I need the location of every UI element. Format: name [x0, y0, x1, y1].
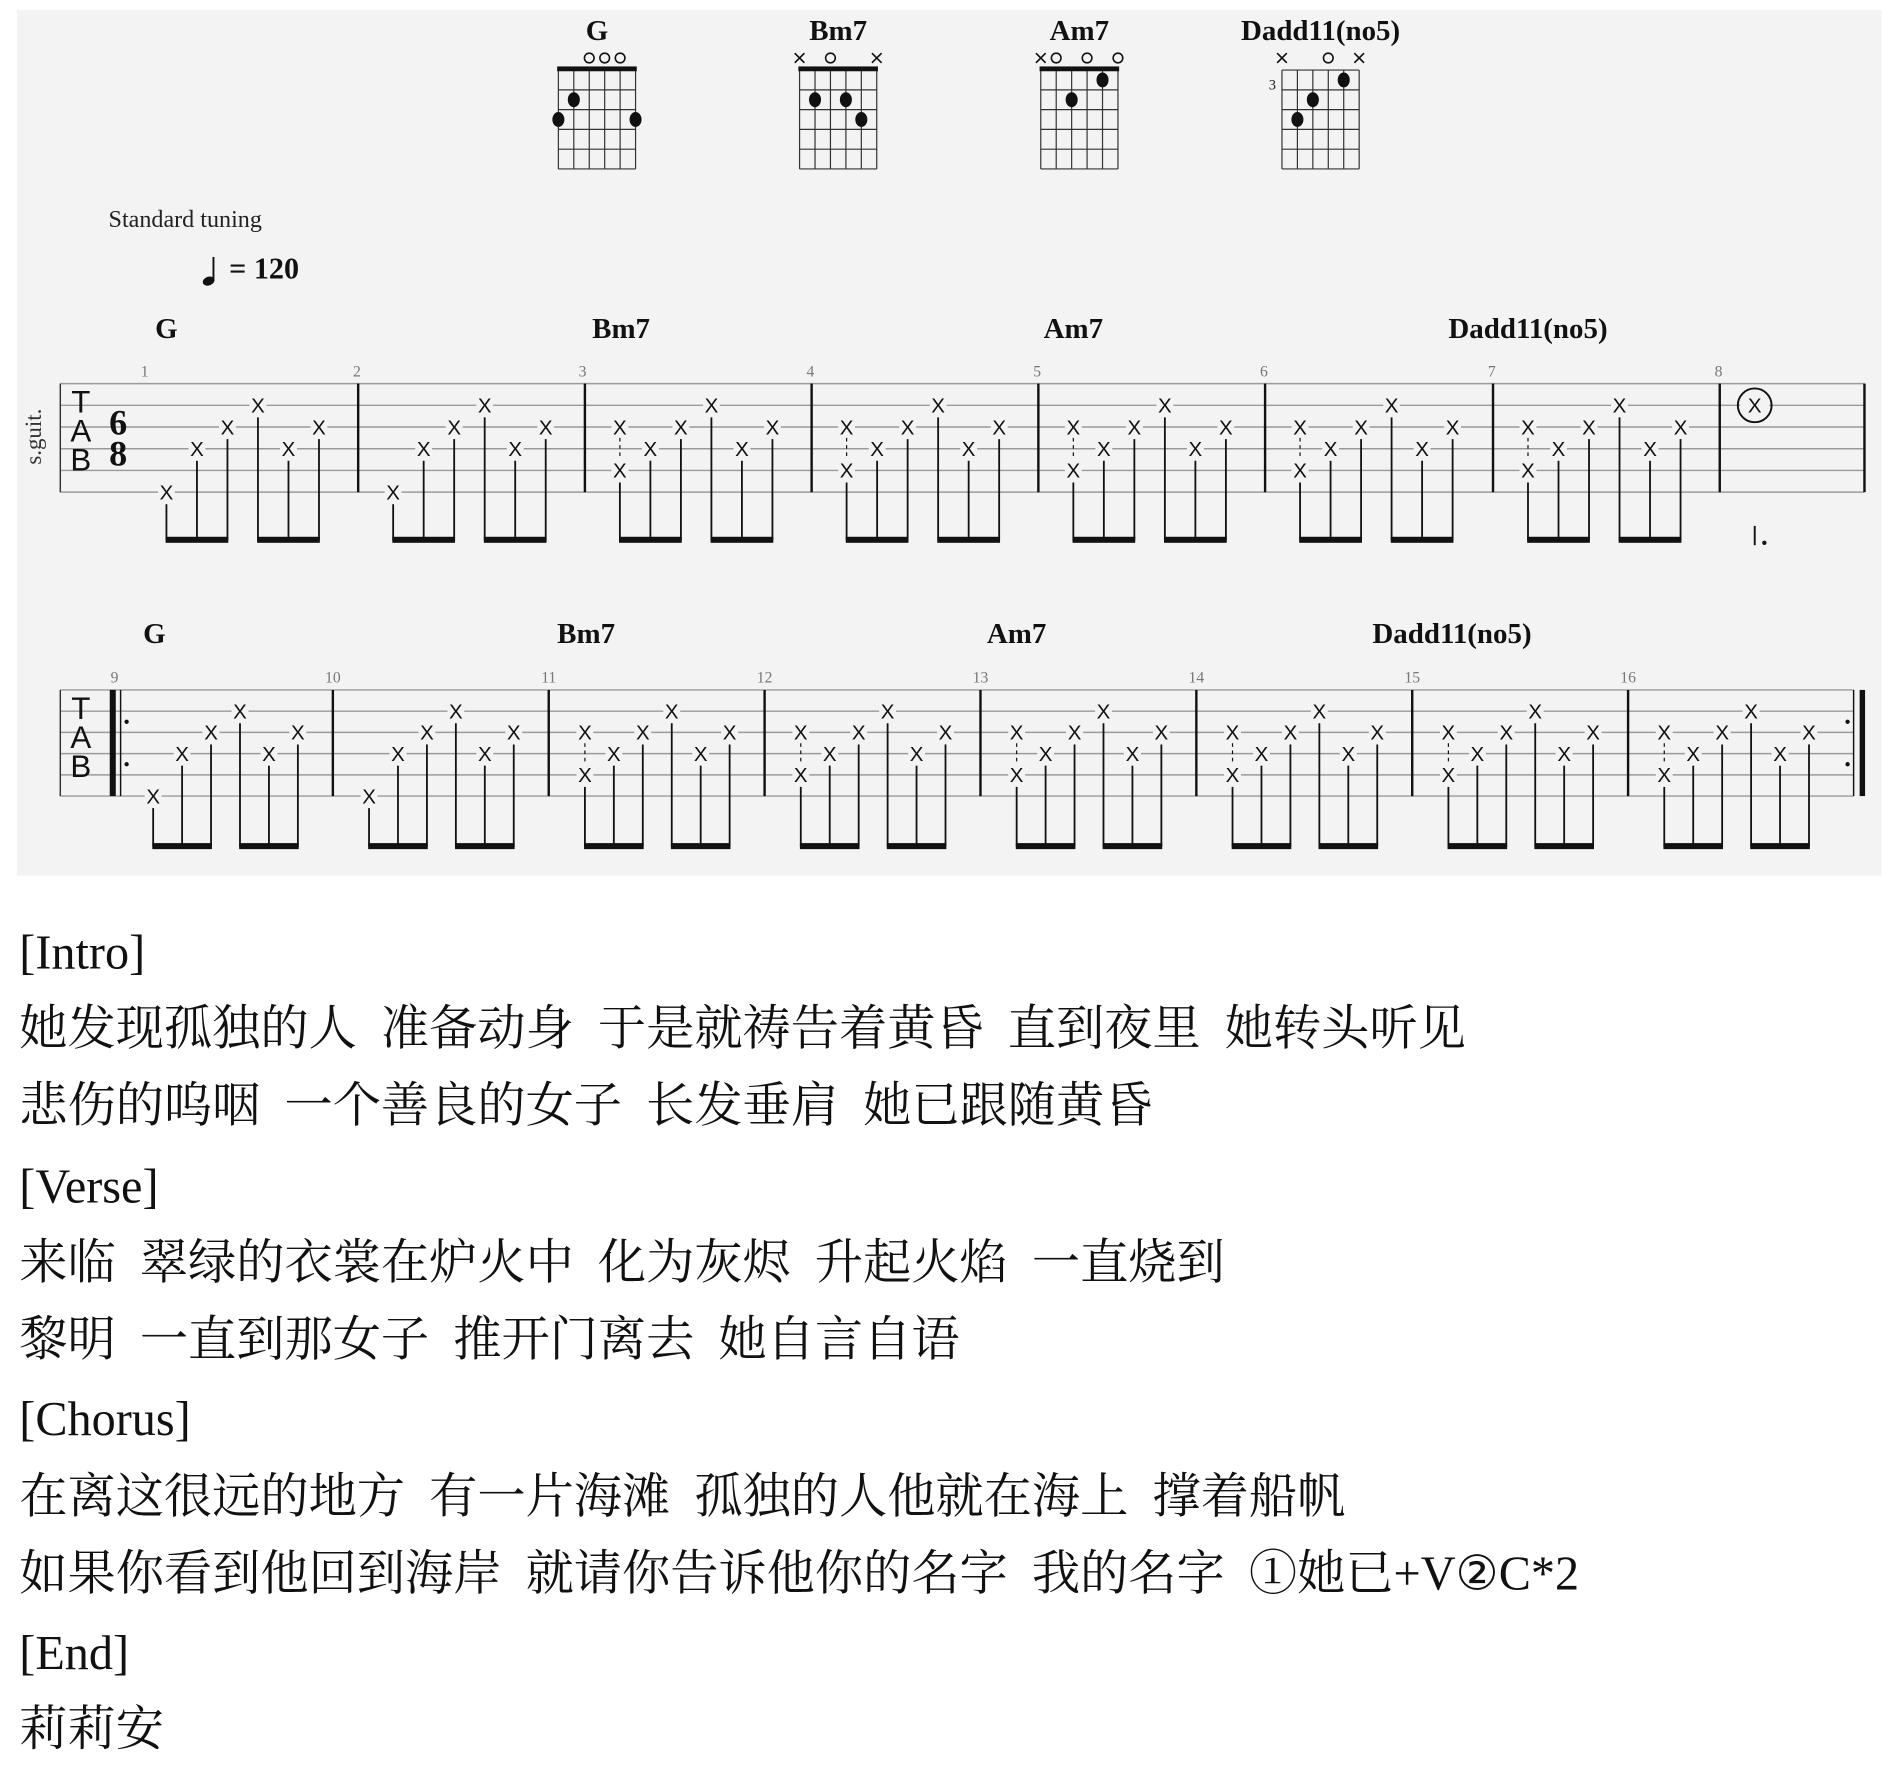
base-fret-label: 3 [1268, 77, 1276, 94]
dead-note-x: X [1441, 764, 1456, 788]
dead-note-x: X [1127, 416, 1142, 440]
dead-note-x: X [1341, 742, 1356, 766]
dead-note-x: X [1097, 437, 1111, 461]
dead-note-x: X [931, 394, 945, 418]
chord-diagram-name: Dadd11(no5) [1240, 14, 1401, 47]
dead-note-x: X [578, 721, 592, 745]
dead-note-x: X [1323, 437, 1338, 461]
nut [798, 66, 878, 71]
beam [1663, 843, 1723, 849]
tab-clef-letter: B [70, 748, 92, 784]
beam [1619, 537, 1682, 543]
tab-clef-letter: B [70, 442, 92, 478]
dead-note-x: X [1499, 721, 1514, 745]
dead-note-x: X [477, 742, 492, 766]
finger-dot [1066, 92, 1078, 107]
dead-note-x: X [578, 764, 592, 788]
dead-note-x: X [1715, 721, 1730, 745]
lyric-line: 莉莉安 [19, 1703, 164, 1757]
dead-note-x: X [251, 394, 265, 418]
repeat-dot [124, 720, 128, 724]
tab-clef-letter: T [71, 384, 91, 420]
measure-number: 12 [756, 669, 773, 687]
beam [152, 843, 212, 849]
tab-clef-letter: T [71, 690, 91, 726]
dead-note-x: X [508, 437, 523, 461]
lyrics [19, 927, 1579, 1757]
dead-note-x: X [704, 394, 719, 418]
dead-note-x: X [1293, 416, 1307, 440]
measure-number: 13 [972, 669, 989, 687]
chord-label: Dadd11(no5) [1448, 312, 1608, 345]
lyric-line: 来临 翠绿的衣裳在炉火中 化为灰烬 升起火焰 一直烧到 [19, 1236, 1225, 1290]
dead-note-x: X [1354, 416, 1368, 440]
lyric-line: 她发现孤独的人 准备动身 于是就祷告着黄昏 直到夜里 她转头听见 [19, 1002, 1466, 1056]
dead-note-x: X [1441, 721, 1456, 745]
finger-dot [1338, 72, 1350, 87]
dead-note-x: X [1066, 416, 1081, 440]
dead-note-x: X [1521, 459, 1535, 483]
beam [937, 537, 1000, 543]
beam [887, 843, 947, 849]
chord-label: Dadd11(no5) [1372, 617, 1532, 650]
chord-label: Am7 [1043, 312, 1104, 345]
beam [584, 843, 644, 849]
beam [619, 537, 682, 543]
tab-clef-letter: A [70, 719, 92, 755]
chord-diagram-name: G [585, 14, 609, 47]
dead-note: X [1747, 394, 1762, 418]
dead-note-x: X [1293, 459, 1307, 483]
dead-note-x: X [220, 416, 235, 440]
dead-note-x: X [416, 437, 431, 461]
dead-note-x: X [643, 437, 658, 461]
chord-label: Bm7 [557, 617, 616, 650]
dead-note-x: X [635, 721, 650, 745]
repeat-dot [124, 762, 128, 766]
measure-number: 3 [578, 363, 587, 381]
dead-note-x: X [1096, 700, 1111, 724]
dead-note-x: X [291, 721, 305, 745]
dead-note-x: X [262, 742, 276, 766]
dead-note-x: X [880, 700, 895, 724]
beam [1319, 843, 1379, 849]
dead-note-x: X [1225, 764, 1240, 788]
chord-label: G [143, 617, 166, 650]
dead-note-x: X [1643, 437, 1657, 461]
tab-clef-letter: A [70, 413, 92, 449]
measure-number: 2 [353, 363, 361, 381]
dead-note-x: X [1686, 742, 1701, 766]
dead-note-x: X [1557, 742, 1572, 766]
dead-note-x: X [1551, 437, 1566, 461]
dead-note-x: X [1219, 416, 1233, 440]
time-signature-bottom: 8 [109, 433, 128, 474]
dead-note-x: X [1038, 742, 1053, 766]
measure-number: 10 [325, 669, 341, 687]
dead-note-x: X [793, 764, 808, 788]
dead-note-x: X [312, 416, 326, 440]
dead-note-x: X [159, 481, 174, 505]
dead-note-x: X [1384, 394, 1399, 418]
beam [1016, 843, 1076, 849]
finger-dot [1307, 92, 1319, 107]
measure-number: 4 [806, 363, 815, 381]
dead-note-x: X [1415, 437, 1429, 461]
dead-note-x: X [909, 742, 924, 766]
chord-diagram-name: Am7 [1049, 14, 1110, 47]
tuning-label: Standard tuning [108, 206, 262, 233]
measure-number: 8 [1714, 363, 1723, 381]
finger-dot [855, 112, 867, 127]
dead-note-x: X [613, 459, 627, 483]
finger-dot [552, 112, 564, 127]
beam [711, 537, 774, 543]
section-heading: [Chorus] [19, 1393, 191, 1447]
dead-note-x: X [386, 481, 400, 505]
dead-note-x: X [477, 394, 492, 418]
dead-note-x: X [420, 721, 434, 745]
beam [671, 843, 731, 849]
dead-note-x: X [1009, 764, 1024, 788]
dead-note-x: X [851, 721, 866, 745]
beam [484, 537, 547, 543]
dead-note-x: X [233, 700, 247, 724]
lyric-line: 悲伤的呜咽 一个善良的女子 长发垂肩 她已跟随黄昏 [19, 1079, 1153, 1133]
dead-note-x: X [1009, 721, 1024, 745]
dead-note-x: X [839, 459, 854, 483]
beam [455, 843, 515, 849]
dead-note-x: X [1125, 742, 1140, 766]
beam [1072, 537, 1135, 543]
section-heading: [End] [19, 1627, 130, 1681]
measure-number: 1 [140, 363, 149, 381]
lyric-line: 如果你看到他回到海岸 就请你告诉他你的名字 我的名字 ①她已+V②C*2 [19, 1547, 1580, 1601]
dead-note-x: X [765, 416, 780, 440]
beam [1448, 843, 1508, 849]
dead-note-x: X [449, 700, 463, 724]
beam [1232, 843, 1292, 849]
dead-note-x: X [146, 785, 161, 809]
tempo-value: = 120 [229, 251, 300, 286]
dead-note-x: X [204, 721, 218, 745]
dead-note-x: X [538, 416, 553, 440]
dead-note-x: X [1254, 742, 1269, 766]
dead-note-x: X [735, 437, 749, 461]
dead-note-x: X [1370, 721, 1385, 745]
measure-number: 9 [110, 669, 119, 687]
dead-note-x: X [1066, 459, 1081, 483]
dead-note-x: X [722, 721, 737, 745]
tab-clef [70, 385, 91, 478]
dead-note-x: X [664, 700, 679, 724]
dead-note-x: X [1802, 721, 1816, 745]
measure-number: 15 [1404, 669, 1421, 687]
dead-note-x: X [1154, 721, 1169, 745]
dead-note-x: X [938, 721, 953, 745]
section-heading: [Intro] [19, 926, 146, 980]
chord-label: Am7 [986, 617, 1047, 650]
dead-note-x: X [1582, 416, 1596, 440]
beam [1750, 843, 1810, 849]
dead-note-x: X [1773, 742, 1787, 766]
dead-note-x: X [1586, 721, 1600, 745]
measure-number: 6 [1259, 363, 1268, 381]
finger-dot [840, 92, 852, 107]
beam [239, 843, 299, 849]
dead-note-x: X [822, 742, 837, 766]
beam [166, 537, 229, 543]
finger-dot [809, 92, 821, 107]
beam [1391, 537, 1454, 543]
dead-note-x: X [674, 416, 688, 440]
repeat-start-thick-bar [110, 690, 116, 796]
chord-label: G [155, 312, 178, 345]
dead-note-x: X [506, 721, 521, 745]
dead-note-x: X [1612, 394, 1627, 418]
beam [800, 843, 860, 849]
dead-note-x: X [1470, 742, 1485, 766]
repeat-dot [1845, 762, 1849, 766]
finger-dot [1096, 72, 1108, 87]
dead-note-x: X [693, 742, 708, 766]
dead-note-x: X [1521, 416, 1535, 440]
measure-number: 5 [1033, 363, 1042, 381]
dead-note-x: X [1225, 721, 1240, 745]
dead-note-x: X [1744, 700, 1758, 724]
dead-note-x: X [1673, 416, 1688, 440]
dead-note-x: X [447, 416, 462, 440]
finger-dot [568, 92, 580, 107]
dead-note-x: X [281, 437, 296, 461]
dead-note-x: X [1528, 700, 1543, 724]
repeat-end-thick-bar [1860, 690, 1865, 796]
measure-number: 16 [1620, 669, 1636, 687]
tab-clef [70, 691, 91, 784]
dead-note-x: X [1158, 394, 1172, 418]
beam [1299, 537, 1362, 543]
dead-note-x: X [839, 416, 854, 440]
dead-note-x: X [793, 721, 808, 745]
dead-note-x: X [175, 742, 189, 766]
beam [1534, 843, 1594, 849]
beam [846, 537, 909, 543]
dead-note-x: X [1657, 764, 1672, 788]
dead-note-x: X [190, 437, 204, 461]
dead-note-x: X [613, 416, 627, 440]
measure-number: 11 [541, 669, 557, 687]
lyric-line: 黎明 一直到那女子 推开门离去 她自言自语 [19, 1313, 960, 1367]
repeat-dot [1845, 720, 1849, 724]
dead-note-x: X [992, 416, 1007, 440]
beam [1164, 537, 1227, 543]
measure-number: 14 [1188, 669, 1205, 687]
dead-note-x: X [362, 785, 376, 809]
chord-diagram-name: Bm7 [809, 14, 868, 47]
dead-note-x: X [1067, 721, 1082, 745]
dead-note-x: X [607, 742, 621, 766]
dead-note-x: X [1283, 721, 1298, 745]
section-heading: [Verse] [19, 1160, 159, 1214]
nut [557, 66, 637, 71]
measure-number: 7 [1487, 363, 1496, 381]
time-signature-top: 6 [109, 402, 128, 443]
dead-note-x: X [961, 437, 976, 461]
beam [257, 537, 320, 543]
nut [1040, 66, 1120, 71]
dead-note-x: X [391, 742, 405, 766]
dead-note-x: X [1657, 721, 1672, 745]
beam [1103, 843, 1163, 849]
dead-note-x: X [1188, 437, 1203, 461]
beam [1527, 537, 1590, 543]
finger-dot [1291, 112, 1303, 127]
dead-note-x: X [1312, 700, 1327, 724]
rest-dot [1762, 541, 1766, 545]
dead-note-x: X [1445, 416, 1460, 440]
chord-label: Bm7 [592, 312, 651, 345]
beam [368, 843, 428, 849]
dead-note-x: X [870, 437, 884, 461]
instrument-label: s.guit. [21, 408, 47, 465]
beam [392, 537, 455, 543]
lyric-line: 在离这很远的地方 有一片海滩 孤独的人他就在海上 撑着船帆 [19, 1470, 1346, 1524]
dead-note-x: X [900, 416, 915, 440]
finger-dot [630, 112, 642, 127]
